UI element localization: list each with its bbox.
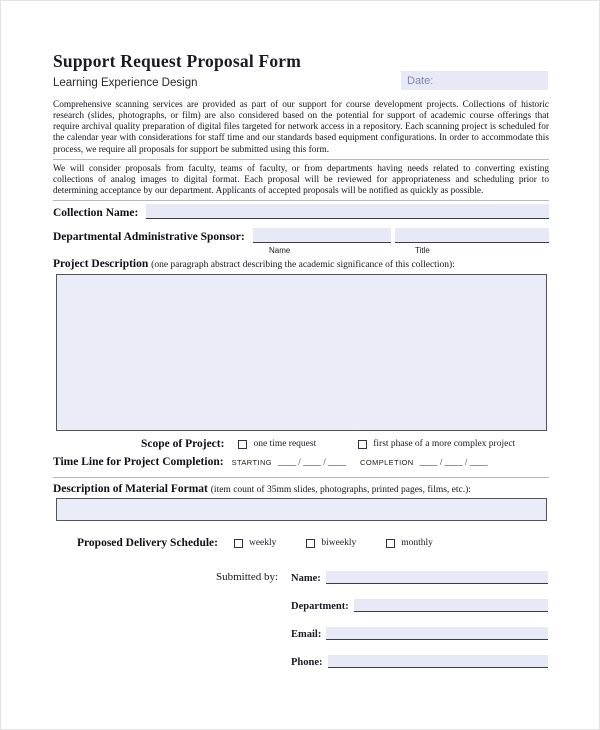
page-title: Support Request Proposal Form [53,51,302,71]
page-subtitle: Learning Experience Design [53,77,198,89]
submitted-email-row [291,624,548,640]
submitted-email-input[interactable] [326,627,548,640]
submitted-by-fields [291,568,548,680]
sponsor-label: Departmental Administrative Sponsor: [53,231,245,243]
submitted-department-input[interactable] [354,599,548,612]
intro-paragraph-1: Comprehensive scanning services are provided as part of our support for course development projects. Collections of historic research (slides, photographs, or film) are also considered based on the potential for support of academic course offerings that require archival quality preparation of digital files targeted for network access in a repository. Each scanning project is scheduled for the calendar year with considerations for staff time and our standards based equipment configurations. In order to accommodate this process, we require all proposals for support be submitted using this form. [53,100,549,155]
divider [53,200,549,201]
divider [53,159,549,160]
project-description-label-row [53,258,549,270]
date-input[interactable] [401,71,548,90]
starting-date-input[interactable]: ____ / ____ / ____ [278,457,347,467]
timeline-label: Time Line for Project Completion: [53,456,224,468]
collection-name-input[interactable] [146,204,549,219]
sponsor-title-input[interactable] [395,228,549,243]
submitted-name-label: Name: [291,573,321,584]
delivery-option-biweekly [306,538,356,548]
checkbox-weekly[interactable] [234,539,243,548]
material-format-label-row [53,483,549,495]
project-description-hint: (one paragraph abstract describing the academic significance of this collection): [151,260,455,270]
material-format-label: Description of Material Format [53,483,208,495]
material-format-hint: (item count of 35mm slides, photographs, printed pages, films, etc.): [210,485,471,495]
submitted-name-input[interactable] [326,571,548,584]
submitted-email-label: Email: [291,629,322,640]
material-format-input[interactable] [56,498,547,521]
sponsor-name-input[interactable] [253,228,391,243]
divider [53,477,549,478]
delivery-option-monthly [386,538,433,548]
checkbox-monthly[interactable] [386,539,395,548]
scope-option-first-phase [358,439,515,449]
scope-option-label: one time request [253,439,317,449]
submitted-name-row [291,568,548,584]
submitted-department-label: Department: [291,601,349,612]
project-description-textarea[interactable] [56,274,547,431]
scope-option-one-time [238,439,316,449]
project-description-label: Project Description [53,258,149,270]
intro-paragraph-2: We will consider proposals from faculty, teams of faculty, or from departments having needs related to converting existing collections of analog images to digital format. Each proposal will be reviewed for appropriateness and scheduling prior to determining acceptance by our department. Applicants of accepted proposals will be notified as quickly as possible. [53,164,549,197]
scope-row [53,438,549,450]
collection-name-row [53,204,549,219]
scope-label: Scope of Project: [141,438,225,450]
delivery-row [53,537,549,549]
checkbox-one-time-request[interactable] [238,440,247,449]
sponsor-name-sublabel: Name [269,246,291,255]
checkbox-first-phase[interactable] [358,440,367,449]
submitted-by-label: Submitted by: [216,571,279,583]
completion-date-input[interactable]: ____ / ____ / ____ [419,457,488,467]
timeline-row [53,456,549,468]
delivery-label: Proposed Delivery Schedule: [77,537,218,549]
date-label: Date: [407,74,434,87]
submitted-phone-label: Phone: [291,657,323,668]
delivery-option-weekly [234,538,276,548]
submitted-department-row [291,596,548,612]
checkbox-biweekly[interactable] [306,539,315,548]
collection-name-label: Collection Name: [53,207,139,219]
timeline-starting-label: STARTING [231,457,272,467]
timeline-completion-label: COMPLETION [360,457,414,467]
delivery-option-label: biweekly [321,538,357,548]
delivery-option-label: weekly [248,538,277,548]
sponsor-row [53,228,549,243]
scope-option-label: first phase of a more complex project [373,439,516,449]
delivery-option-label: monthly [401,538,433,548]
submitted-phone-row [291,652,548,668]
submitted-phone-input[interactable] [328,655,549,668]
sponsor-title-sublabel: Title [415,246,430,255]
